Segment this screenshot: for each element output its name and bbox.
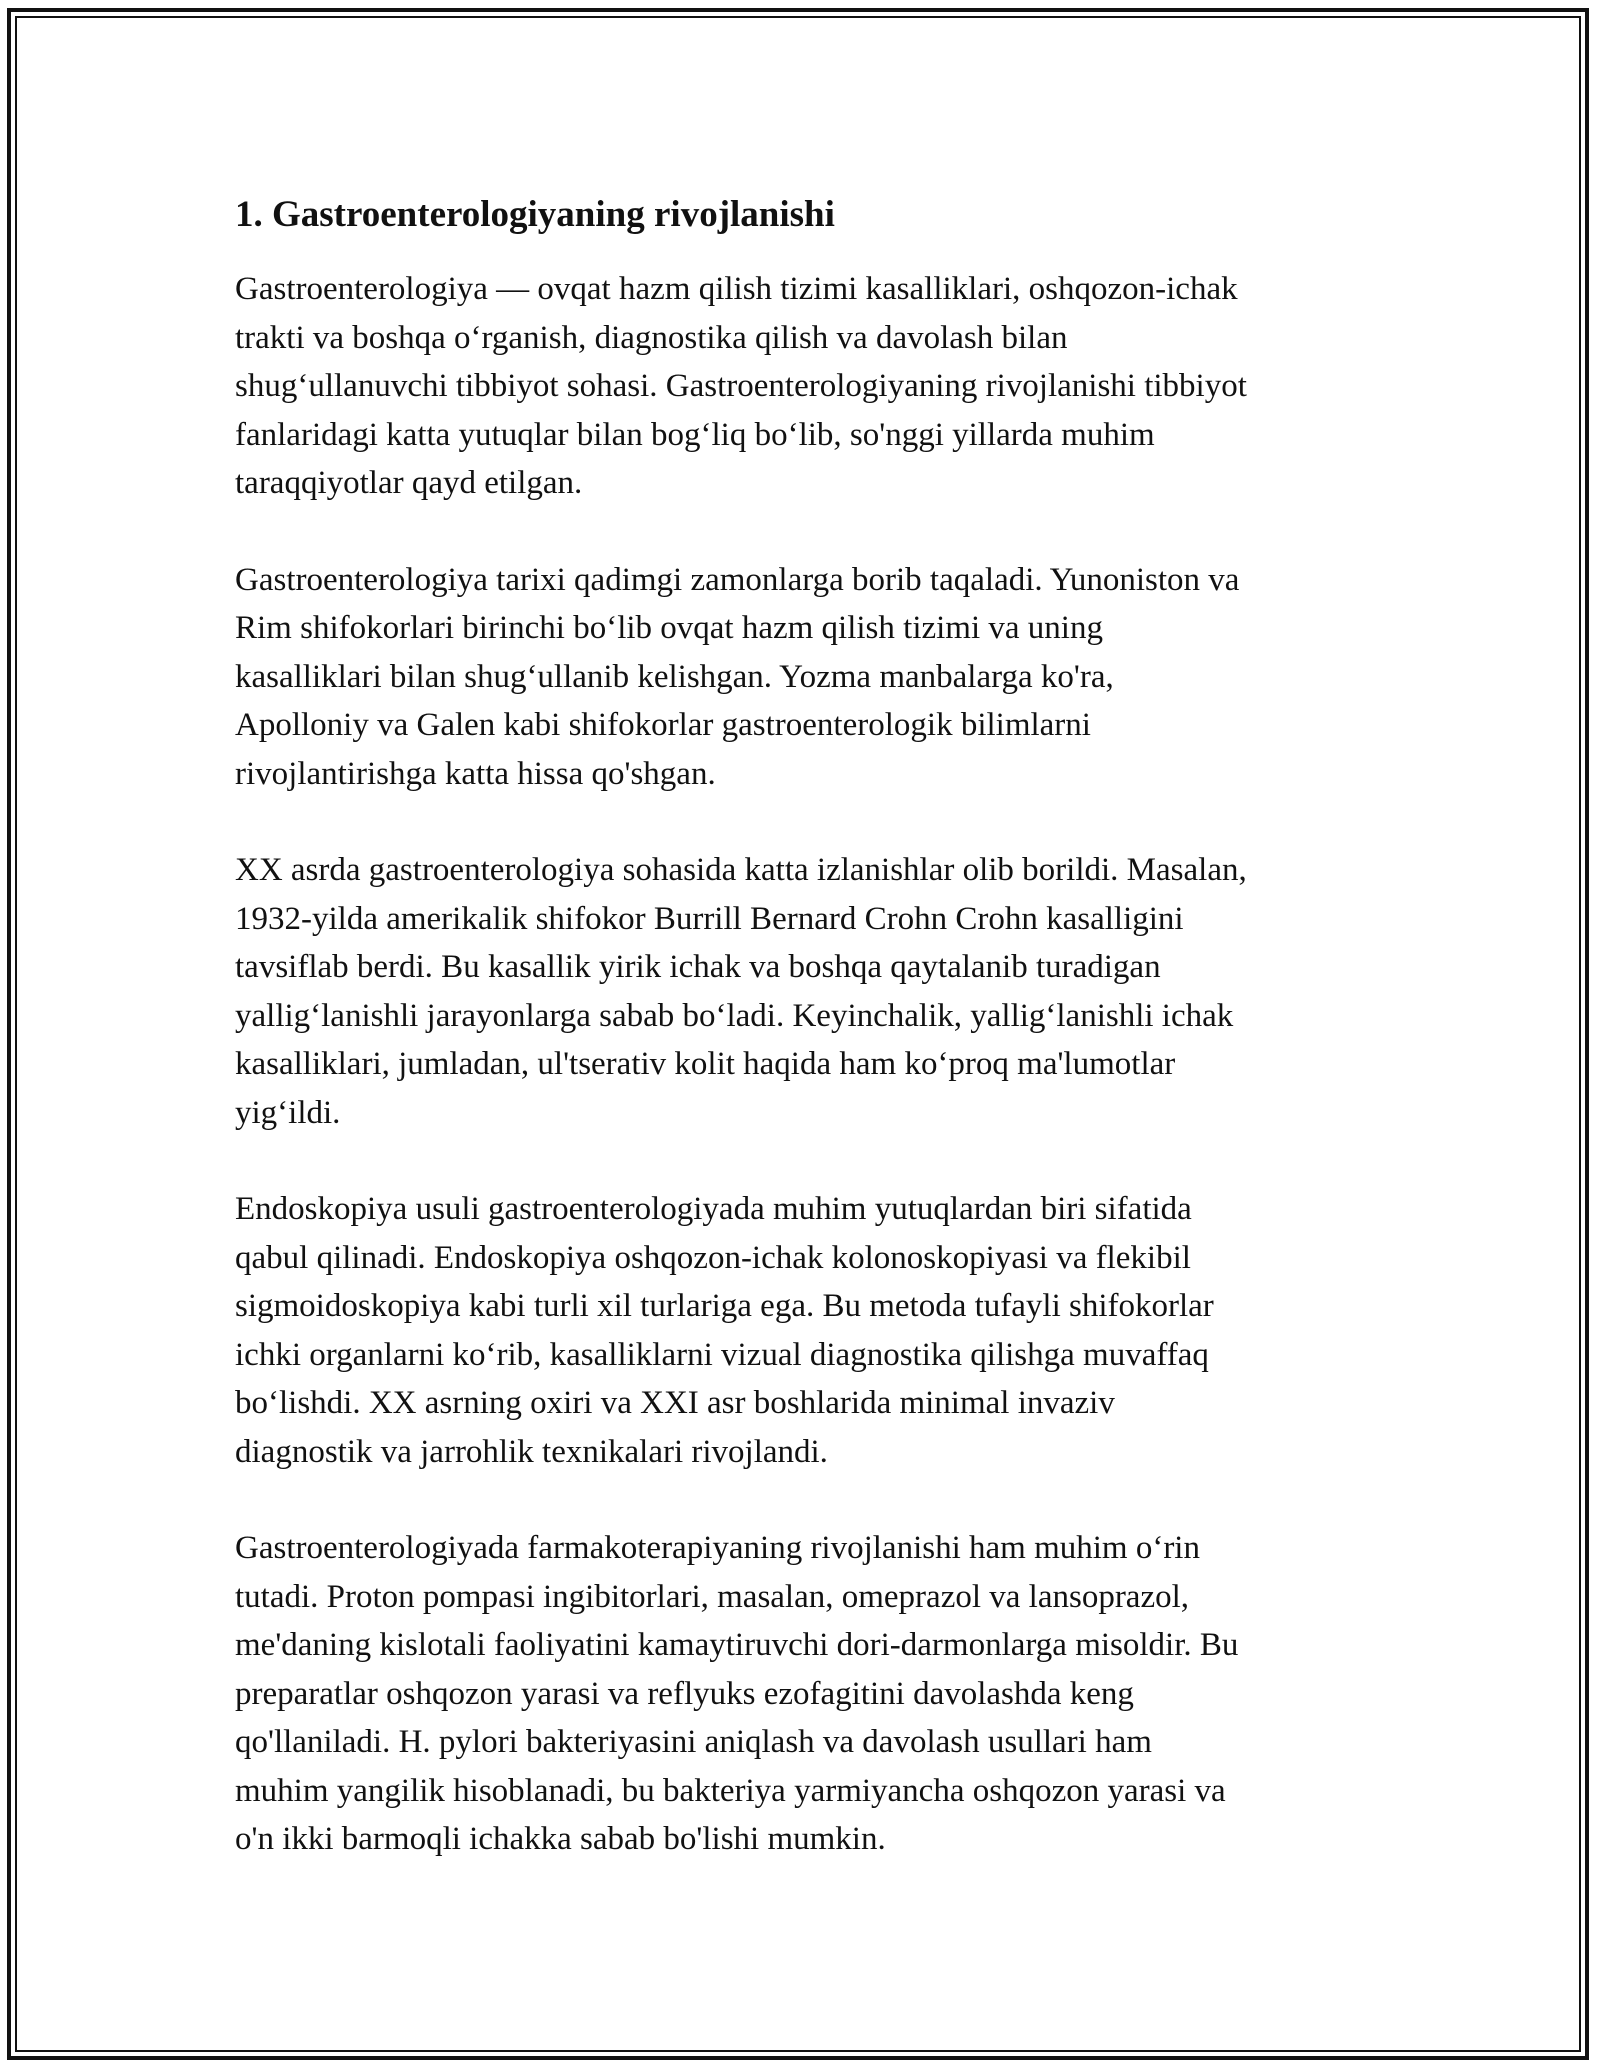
text-line: kasalliklari bilan shugʻullanib kelishgan. Yozma manbalarga ko'ra, [235, 658, 1114, 695]
document-body [235, 185, 1370, 1912]
text-line: fanlaridagi katta yutuqlar bilan bogʻliq boʻlib, so'nggi yillarda muhim [235, 416, 1155, 453]
text-line: qabul qilinadi. Endoskopiya oshqozon-ichak kolonoskopiyasi va flekibil [235, 1239, 1191, 1276]
text-line: 1932-yilda amerikalik shifokor Burrill Bernard Crohn Crohn kasalligini [235, 900, 1184, 937]
text-line: Gastroenterologiyada farmakoterapiyaning rivojlanishi ham muhim oʻrin [235, 1530, 1200, 1566]
paragraph-20th-century [235, 846, 1370, 1137]
text-line: yigʻildi. [235, 1094, 341, 1131]
text-line: XX asrda gastroenterologiya sohasida katta izlanishlar olib borildi. Masalan, [235, 852, 1247, 888]
paragraph-endoscopy [235, 1185, 1370, 1476]
text-line: boʻlishdi. XX asrning oxiri va XXI asr boshlarida minimal invaziv [235, 1385, 1115, 1421]
text-line: qo'llaniladi. H. pylori bakteriyasini aniqlash va davolash usullari ham [235, 1724, 1152, 1760]
text-line: ichki organlarni koʻrib, kasalliklarni vizual diagnostika qilishga muvaffaq [235, 1336, 1209, 1373]
paragraph-intro [235, 265, 1370, 508]
text-line: o'n ikki barmoqli ichakka sabab bo'lishi mumkin. [235, 1821, 886, 1857]
text-line: Gastroenterologiya tarixi qadimgi zamonlarga borib taqaladi. Yunoniston va [235, 561, 1240, 598]
section-heading: 1. Gastroenterologiyaning rivojlanishi [235, 194, 835, 235]
text-line: rivojlantirishga katta hissa qo'shgan. [235, 755, 716, 792]
text-line: shugʻullanuvchi tibbiyot sohasi. Gastroenterologiyaning rivojlanishi tibbiyot [235, 368, 1247, 404]
text-line: diagnostik va jarrohlik texnikalari rivojlandi. [235, 1433, 828, 1470]
text-line: tutadi. Proton pompasi ingibitorlari, masalan, omeprazol va lansoprazol, [235, 1578, 1190, 1615]
text-line: muhim yangilik hisoblanadi, bu bakteriya yarmiyancha oshqozon yarasi va [235, 1772, 1226, 1809]
text-line: taraqqiyotlar qayd etilgan. [235, 465, 583, 501]
paragraph-history [235, 556, 1370, 799]
text-line: yalligʻlanishli jarayonlarga sabab boʻladi. Keyinchalik, yalligʻlanishli ichak [235, 997, 1234, 1034]
text-line: trakti va boshqa oʻrganish, diagnostika qilish va davolash bilan [235, 319, 1068, 356]
text-line: Rim shifokorlari birinchi boʻlib ovqat hazm qilish tizimi va uning [235, 610, 1103, 646]
text-line: Endoskopiya usuli gastroenterologiyada muhim yutuqlardan biri sifatida [235, 1191, 1192, 1227]
text-line: preparatlar oshqozon yarasi va reflyuks ezofagitini davolashda keng [235, 1675, 1134, 1712]
text-line: me'daning kislotali faoliyatini kamaytiruvchi dori-darmonlarga misoldir. Bu [235, 1627, 1239, 1663]
text-line: Apolloniy va Galen kabi shifokorlar gastroenterologik bilimlarni [235, 707, 1091, 743]
text-line: tavsiflab berdi. Bu kasallik yirik ichak va boshqa qaytalanib turadigan [235, 949, 1161, 985]
text-line: sigmoidoskopiya kabi turli xil turlariga ega. Bu metoda tufayli shifokorlar [235, 1288, 1214, 1324]
text-line: kasalliklari, jumladan, ul'tserativ kolit haqida ham koʻproq ma'lumotlar [235, 1046, 1176, 1082]
paragraph-pharmacotherapy [235, 1524, 1370, 1864]
text-line: Gastroenterologiya — ovqat hazm qilish tizimi kasalliklari, oshqozon-ichak [235, 271, 1238, 307]
